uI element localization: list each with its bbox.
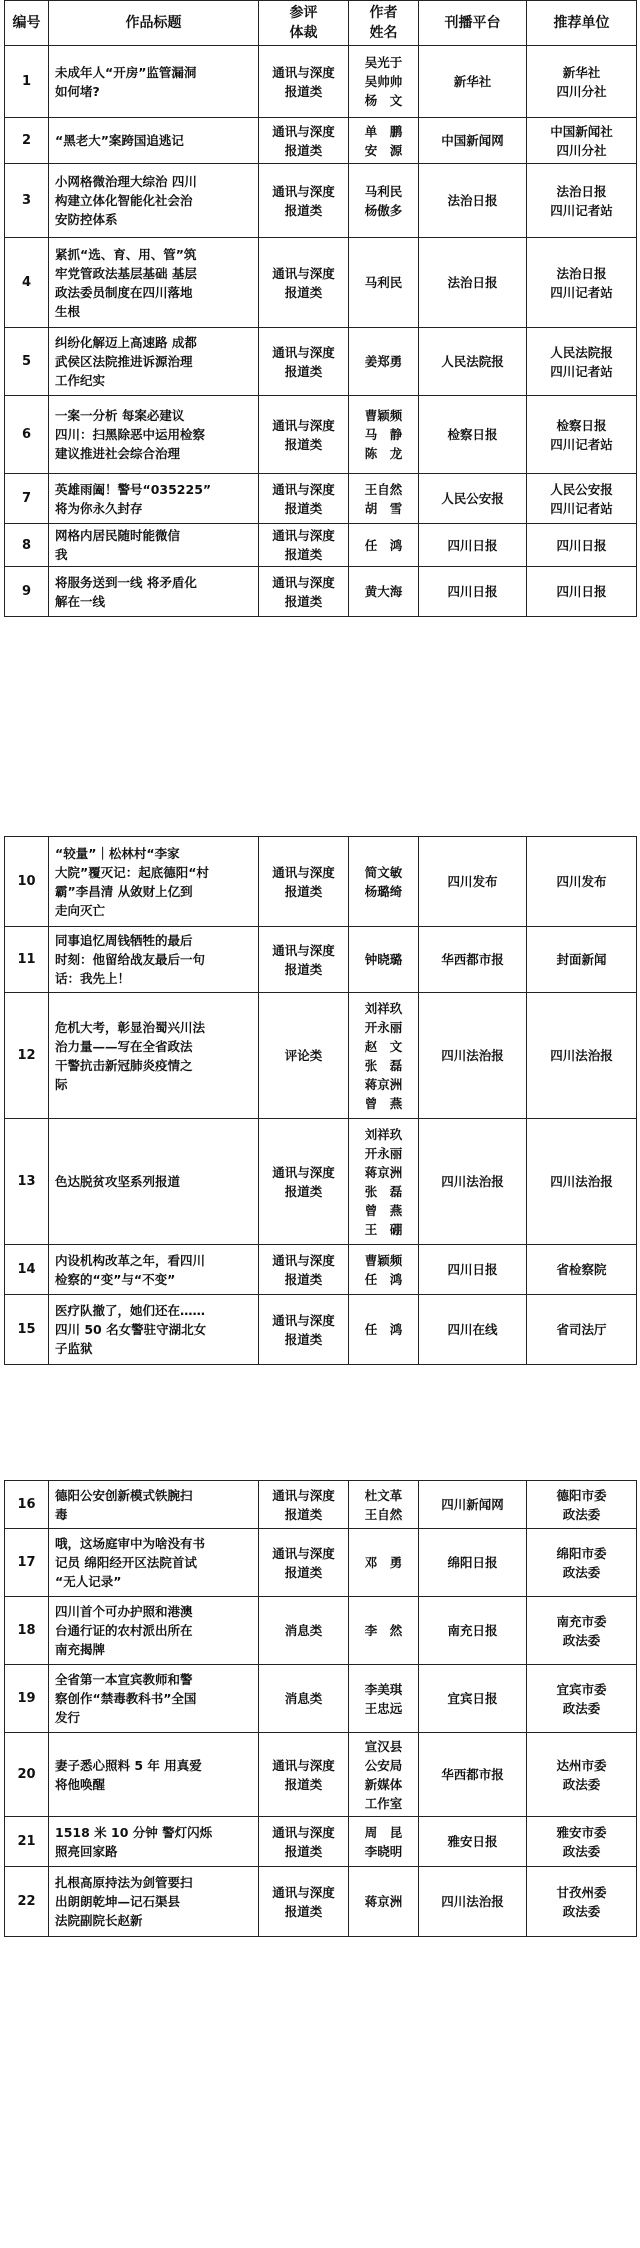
recommending-unit: 绵阳市委 政法委 (527, 1529, 637, 1597)
work-title: “较量”｜松林村“李家 大院”覆灭记：起底德阳“村 霸”李昌清 从敛财上亿到 走向灭亡 (49, 837, 259, 927)
table-row (5, 1867, 637, 1937)
row-number: 17 (5, 1529, 49, 1597)
genre: 通讯与深度 报道类 (259, 46, 349, 118)
author-names: 曹颖频 马 静 陈 龙 (349, 396, 419, 474)
table-row (5, 118, 637, 164)
author-names: 钟晓璐 (349, 927, 419, 993)
author-names: 李美琪 王忠远 (349, 1665, 419, 1733)
header-platform: 刊播平台 (419, 1, 527, 46)
recommending-unit: 四川法治报 (527, 1119, 637, 1245)
row-number: 10 (5, 837, 49, 927)
recommending-unit: 省检察院 (527, 1245, 637, 1295)
author-names: 姜郑勇 (349, 328, 419, 396)
platform: 南充日报 (419, 1597, 527, 1665)
work-title: 英雄雨阖！警号“035225” 将为你永久封存 (49, 474, 259, 524)
platform: 四川法治报 (419, 1119, 527, 1245)
platform: 华西都市报 (419, 1733, 527, 1817)
row-number: 9 (5, 567, 49, 617)
platform: 人民公安报 (419, 474, 527, 524)
work-title: 危机大考，彰显治蜀兴川法 治力量——写在全省政法 干警抗击新冠肺炎疫情之 际 (49, 993, 259, 1119)
author-names: 邓 勇 (349, 1529, 419, 1597)
author-names: 简文敏 杨璐绮 (349, 837, 419, 927)
work-title: 医疗队撤了，她们还在…… 四川 50 名女警驻守湖北女 子监狱 (49, 1295, 259, 1365)
recommending-unit: 甘孜州委 政法委 (527, 1867, 637, 1937)
work-title: 同事追忆周钱牺牲的最后 时刻：他留给战友最后一句 话：我先上！ (49, 927, 259, 993)
platform: 四川法治报 (419, 1867, 527, 1937)
genre: 通讯与深度 报道类 (259, 837, 349, 927)
author-names: 宣汉县 公安局 新媒体 工作室 (349, 1733, 419, 1817)
table-row (5, 474, 637, 524)
genre: 通讯与深度 报道类 (259, 328, 349, 396)
genre: 通讯与深度 报道类 (259, 524, 349, 567)
table-row (5, 1245, 637, 1295)
row-number: 18 (5, 1597, 49, 1665)
platform: 雅安日报 (419, 1817, 527, 1867)
author-names: 杜文革 王自然 (349, 1481, 419, 1529)
row-number: 2 (5, 118, 49, 164)
recommending-unit: 德阳市委 政法委 (527, 1481, 637, 1529)
recommending-unit: 新华社 四川分社 (527, 46, 637, 118)
table-row (5, 238, 637, 328)
author-names: 吴光于 吴帅帅 杨 文 (349, 46, 419, 118)
row-number: 16 (5, 1481, 49, 1529)
work-title: 1518 米 10 分钟 警灯闪烁 照亮回家路 (49, 1817, 259, 1867)
awards-table-part-3 (4, 1480, 637, 1937)
table-row (5, 1665, 637, 1733)
platform: 检察日报 (419, 396, 527, 474)
work-title: 内设机构改革之年，看四川 检察的“变”与“不变” (49, 1245, 259, 1295)
author-names: 刘祥玖 开永丽 蒋京洲 张 磊 曾 燕 王 硼 (349, 1119, 419, 1245)
author-names: 李 然 (349, 1597, 419, 1665)
row-number: 3 (5, 164, 49, 238)
row-number: 21 (5, 1817, 49, 1867)
author-names: 马利民 杨傲多 (349, 164, 419, 238)
author-names: 蒋京洲 (349, 1867, 419, 1937)
work-title: 紧抓“选、育、用、管”筑 牢党管政法基层基础 基层 政法委员制度在四川落地 生根 (49, 238, 259, 328)
author-names: 任 鸿 (349, 524, 419, 567)
table-header-row (5, 1, 637, 46)
platform: 中国新闻网 (419, 118, 527, 164)
table-row (5, 1597, 637, 1665)
row-number: 15 (5, 1295, 49, 1365)
platform: 四川日报 (419, 1245, 527, 1295)
table-row (5, 396, 637, 474)
awards-table-part-2 (4, 836, 637, 1365)
row-number: 22 (5, 1867, 49, 1937)
platform: 四川法治报 (419, 993, 527, 1119)
table-row (5, 993, 637, 1119)
recommending-unit: 南充市委 政法委 (527, 1597, 637, 1665)
platform: 四川在线 (419, 1295, 527, 1365)
table-row (5, 837, 637, 927)
recommending-unit: 四川发布 (527, 837, 637, 927)
row-number: 11 (5, 927, 49, 993)
genre: 通讯与深度 报道类 (259, 164, 349, 238)
work-title: 小网格微治理大综治 四川 构建立体化智能化社会治 安防控体系 (49, 164, 259, 238)
header-unit: 推荐单位 (527, 1, 637, 46)
platform: 华西都市报 (419, 927, 527, 993)
table-row (5, 1817, 637, 1867)
header-genre: 参评 体裁 (259, 1, 349, 46)
genre: 通讯与深度 报道类 (259, 1817, 349, 1867)
author-names: 单 鹏 安 源 (349, 118, 419, 164)
row-number: 12 (5, 993, 49, 1119)
genre: 通讯与深度 报道类 (259, 1733, 349, 1817)
table-row (5, 1733, 637, 1817)
genre: 通讯与深度 报道类 (259, 1245, 349, 1295)
recommending-unit: 四川日报 (527, 567, 637, 617)
genre: 通讯与深度 报道类 (259, 1295, 349, 1365)
row-number: 6 (5, 396, 49, 474)
recommending-unit: 检察日报 四川记者站 (527, 396, 637, 474)
author-names: 黄大海 (349, 567, 419, 617)
row-number: 7 (5, 474, 49, 524)
genre: 通讯与深度 报道类 (259, 396, 349, 474)
work-title: 四川首个可办护照和港澳 台通行证的农村派出所在 南充揭牌 (49, 1597, 259, 1665)
genre: 通讯与深度 报道类 (259, 1867, 349, 1937)
work-title: “黑老大”案跨国追逃记 (49, 118, 259, 164)
platform: 绵阳日报 (419, 1529, 527, 1597)
row-number: 19 (5, 1665, 49, 1733)
table-row (5, 46, 637, 118)
work-title: 德阳公安创新模式铁腕扫 毒 (49, 1481, 259, 1529)
work-title: 一案一分析 每案必建议 四川：扫黑除恶中运用检察 建议推进社会综合治理 (49, 396, 259, 474)
recommending-unit: 达州市委 政法委 (527, 1733, 637, 1817)
author-names: 任 鸿 (349, 1295, 419, 1365)
work-title: 纠纷化解迈上高速路 成都 武侯区法院推进诉源治理 工作纪实 (49, 328, 259, 396)
author-names: 刘祥玖 开永丽 赵 文 张 磊 蒋京洲 曾 燕 (349, 993, 419, 1119)
genre: 通讯与深度 报道类 (259, 927, 349, 993)
genre: 通讯与深度 报道类 (259, 474, 349, 524)
table-row (5, 164, 637, 238)
row-number: 20 (5, 1733, 49, 1817)
author-names: 周 昆 李晓明 (349, 1817, 419, 1867)
table-row (5, 328, 637, 396)
recommending-unit: 法治日报 四川记者站 (527, 164, 637, 238)
table-row (5, 567, 637, 617)
recommending-unit: 四川日报 (527, 524, 637, 567)
genre: 通讯与深度 报道类 (259, 567, 349, 617)
recommending-unit: 雅安市委 政法委 (527, 1817, 637, 1867)
author-names: 曹颖频 任 鸿 (349, 1245, 419, 1295)
recommending-unit: 人民法院报 四川记者站 (527, 328, 637, 396)
work-title: 扎根高原持法为剑管要扫 出朗朗乾坤—记石渠县 法院副院长赵新 (49, 1867, 259, 1937)
table-row (5, 1119, 637, 1245)
genre: 消息类 (259, 1665, 349, 1733)
platform: 四川新闻网 (419, 1481, 527, 1529)
platform: 四川发布 (419, 837, 527, 927)
genre: 通讯与深度 报道类 (259, 1529, 349, 1597)
genre: 消息类 (259, 1597, 349, 1665)
work-title: 未成年人“开房”监管漏洞 如何堵? (49, 46, 259, 118)
work-title: 全省第一本宣宾教师和警 察创作“禁毒教科书”全国 发行 (49, 1665, 259, 1733)
work-title: 哦，这场庭审中为啥没有书 记员 绵阳经开区法院首试 “无人记录” (49, 1529, 259, 1597)
row-number: 13 (5, 1119, 49, 1245)
author-names: 王自然 胡 雪 (349, 474, 419, 524)
platform: 新华社 (419, 46, 527, 118)
genre: 通讯与深度 报道类 (259, 1481, 349, 1529)
recommending-unit: 四川法治报 (527, 993, 637, 1119)
author-names: 马利民 (349, 238, 419, 328)
row-number: 14 (5, 1245, 49, 1295)
genre: 评论类 (259, 993, 349, 1119)
table-row (5, 524, 637, 567)
work-title: 色达脱贫攻坚系列报道 (49, 1119, 259, 1245)
genre: 通讯与深度 报道类 (259, 238, 349, 328)
awards-table-part-1 (4, 0, 637, 617)
genre: 通讯与深度 报道类 (259, 118, 349, 164)
recommending-unit: 宜宾市委 政法委 (527, 1665, 637, 1733)
header-author: 作者 姓名 (349, 1, 419, 46)
genre: 通讯与深度 报道类 (259, 1119, 349, 1245)
table-row (5, 1295, 637, 1365)
work-title: 网格内居民随时能微信 我 (49, 524, 259, 567)
platform: 法治日报 (419, 238, 527, 328)
row-number: 5 (5, 328, 49, 396)
table-row (5, 1481, 637, 1529)
recommending-unit: 中国新闻社 四川分社 (527, 118, 637, 164)
platform: 宜宾日报 (419, 1665, 527, 1733)
work-title: 将服务送到一线 将矛盾化 解在一线 (49, 567, 259, 617)
row-number: 1 (5, 46, 49, 118)
recommending-unit: 封面新闻 (527, 927, 637, 993)
header-no: 编号 (5, 1, 49, 46)
table-row (5, 927, 637, 993)
recommending-unit: 人民公安报 四川记者站 (527, 474, 637, 524)
row-number: 4 (5, 238, 49, 328)
recommending-unit: 法治日报 四川记者站 (527, 238, 637, 328)
platform: 人民法院报 (419, 328, 527, 396)
recommending-unit: 省司法厅 (527, 1295, 637, 1365)
table-row (5, 1529, 637, 1597)
platform: 四川日报 (419, 524, 527, 567)
header-title: 作品标题 (49, 1, 259, 46)
platform: 法治日报 (419, 164, 527, 238)
platform: 四川日报 (419, 567, 527, 617)
work-title: 妻子悉心照料 5 年 用真爱 将他唤醒 (49, 1733, 259, 1817)
row-number: 8 (5, 524, 49, 567)
